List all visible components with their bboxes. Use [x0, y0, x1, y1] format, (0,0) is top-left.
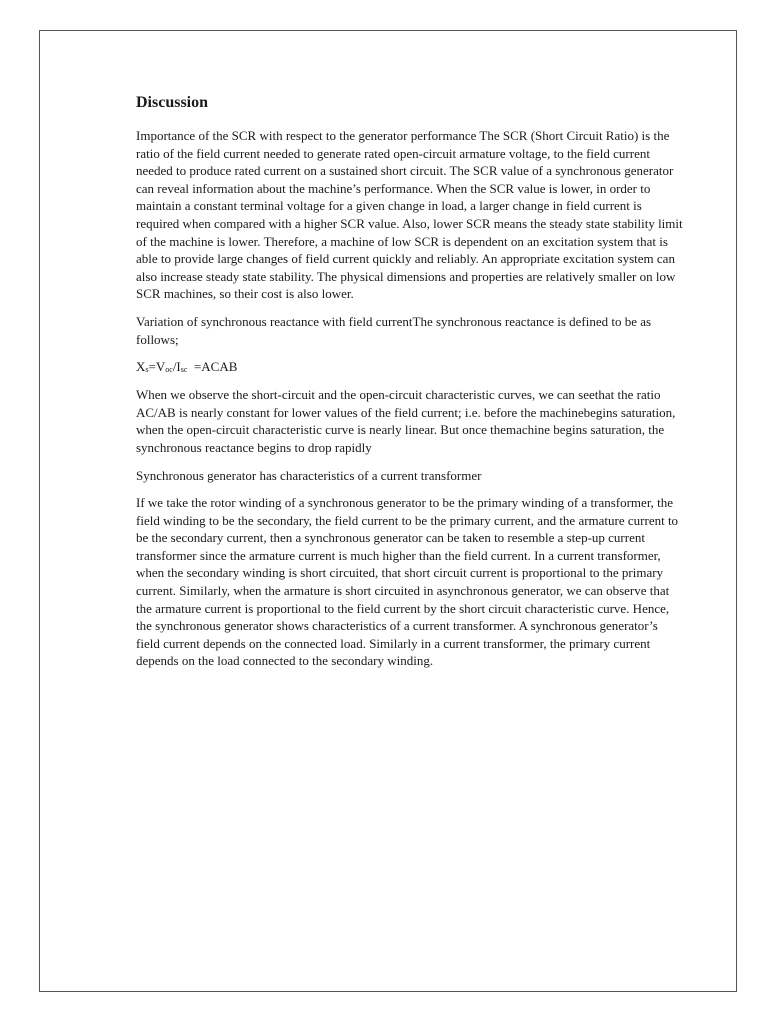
- paragraph-current-transformer: If we take the rotor winding of a synchronous generator to be the primary winding of a transformer, the field winding to be the secondary, the field current to be the primary current, and the armature current to be the secondary current, then a synchronous generator can be taken to resemble a step-up current transformer since the armature current is much higher than the field current. In a current transformer, when the secondary winding is short circuited, that short circuit current is proportional to the primary current. Similarly, when the armature is short circuited in asynchronous generator, we can observe that the armature current is proportional to the field current by the short circuit characteristic curve. Hence, the synchronous generator shows characteristics of a current transformer. A synchronous generator’s field current depends on the connected load. Similarly in a current transformer, the primary current depends on the load connected to the secondary winding.: [136, 495, 679, 669]
- formula-rest: =ACAB: [187, 359, 238, 375]
- formula-eq: =V: [148, 359, 166, 375]
- formula-x: X: [136, 359, 146, 375]
- formula-i-sub: sc: [180, 365, 188, 375]
- formula-x-sub: s: [145, 365, 149, 375]
- section-heading: Discussion: [136, 94, 209, 111]
- reactance-formula: [136, 358, 684, 376]
- paragraph-reactance-intro: Variation of synchronous reactance with field currentThe synchronous reactance is defined to be as follows;: [136, 313, 652, 347]
- paragraph-characteristic-curves: When we observe the short-circuit and the open-circuit characteristic curves, we can seethat the ratio AC/AB is nearly constant for lower values of the field current; i.e. before the machinebegins saturation, when the open-circuit characteristic curve is nearly linear. But once themachine begins saturation, the synchronous reactance begins to drop rapidly: [136, 387, 676, 455]
- paragraph-scr-importance: Importance of the SCR with respect to the generator performance The SCR (Short Circuit Ratio) is the ratio of the field current needed to generate rated open-circuit armature voltage, to the field current needed to produce rated current on a sustained short circuit. The SCR value of a synchronous generator can reveal information about the machine’s performance. When the SCR value is lower, in order to maintain a constant terminal voltage for a given change in load, a larger change in field current is required when compared with a higher SCR value. Also, lower SCR means the steady state stability limit of the machine is lower. Therefore, a machine of low SCR is dependent on an excitation system that is able to provide large changes of field current quickly and reliably. An appropriate excitation system can also increase steady state stability. The physical dimensions and properties are relatively smaller on low SCR machines, so their cost is also lower.: [136, 128, 683, 302]
- document-page: [39, 30, 737, 992]
- paragraph-ct-heading: Synchronous generator has characteristics of a current transformer: [136, 467, 482, 483]
- formula-v-sub: oc: [165, 365, 173, 375]
- formula-slash: /I: [172, 359, 181, 375]
- document-body: [136, 93, 684, 680]
